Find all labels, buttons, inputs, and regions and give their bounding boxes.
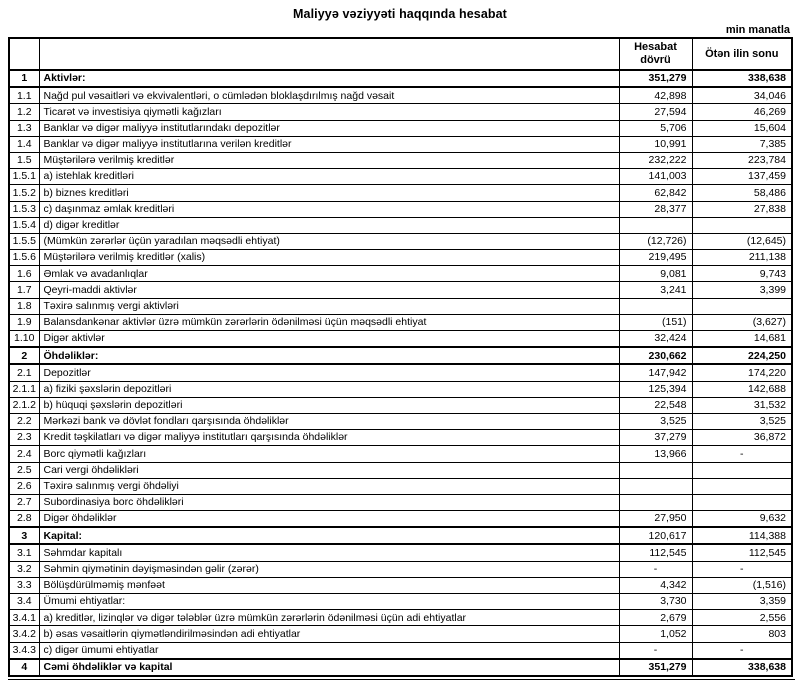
value-previous-cell: 223,784 <box>692 152 792 168</box>
row-number-cell: 1.1 <box>9 87 39 104</box>
row-label-cell: Aktivlər: <box>39 70 619 87</box>
value-current-cell: 351,279 <box>619 70 692 87</box>
value-current-cell: 13,966 <box>619 446 692 462</box>
value-previous-cell: - <box>692 642 792 659</box>
page-title: Maliyyə vəziyyəti haqqında hesabat <box>293 7 507 21</box>
value-previous-cell: 3,359 <box>692 594 792 610</box>
row-number-cell: 1.5.5 <box>9 233 39 249</box>
table-row <box>9 642 792 659</box>
row-label-cell: Kapital: <box>39 527 619 544</box>
value-current-cell: 3,525 <box>619 413 692 429</box>
row-label-cell: Subordinasiya borc öhdəlikləri <box>39 494 619 510</box>
value-current-cell: - <box>619 561 692 577</box>
value-previous-cell: 174,220 <box>692 364 792 381</box>
value-previous-cell: 15,604 <box>692 120 792 136</box>
value-previous-cell: 137,459 <box>692 169 792 185</box>
table-row <box>9 298 792 314</box>
row-number-cell: 2.1 <box>9 364 39 381</box>
value-current-cell: 22,548 <box>619 397 692 413</box>
value-previous-cell: 34,046 <box>692 87 792 104</box>
value-current-cell: 27,950 <box>619 511 692 528</box>
table-row <box>9 136 792 152</box>
row-label-cell: Nağd pul vəsaitləri və ekvivalentləri, o cümlədən bloklaşdırılmış nağd vəsait <box>39 87 619 104</box>
table-row <box>9 527 792 544</box>
table-row <box>9 594 792 610</box>
row-number-cell: 1.2 <box>9 104 39 120</box>
table-row <box>9 250 792 266</box>
unit-note: min manatla <box>725 24 790 36</box>
table-row <box>9 70 792 87</box>
value-previous-cell <box>692 217 792 233</box>
value-current-cell: 37,279 <box>619 430 692 446</box>
row-number-cell: 2.6 <box>9 478 39 494</box>
row-label-cell: Cəmi öhdəliklər və kapital <box>39 659 619 676</box>
table-row <box>9 152 792 168</box>
value-previous-cell: 114,388 <box>692 527 792 544</box>
value-previous-cell: 224,250 <box>692 347 792 364</box>
row-label-cell: Öhdəliklər: <box>39 347 619 364</box>
value-current-cell: 9,081 <box>619 266 692 282</box>
value-previous-cell <box>692 494 792 510</box>
row-number-cell: 2.5 <box>9 462 39 478</box>
value-previous-cell <box>692 478 792 494</box>
table-row <box>9 659 792 676</box>
row-number-cell: 1.5.4 <box>9 217 39 233</box>
table-row <box>9 430 792 446</box>
table-row <box>9 478 792 494</box>
value-previous-cell: 36,872 <box>692 430 792 446</box>
table-row <box>9 331 792 348</box>
row-label-cell: Təxirə salınmış vergi öhdəliyi <box>39 478 619 494</box>
row-label-cell: Mərkəzi bank və dövlət fondları qarşısında öhdəliklər <box>39 413 619 429</box>
row-number-cell: 2 <box>9 347 39 364</box>
value-current-cell: 4,342 <box>619 577 692 593</box>
row-label-cell: Ticarət və investisiya qiymətli kağızları <box>39 104 619 120</box>
value-previous-cell: 14,681 <box>692 331 792 348</box>
row-label-cell: Cari vergi öhdəlikləri <box>39 462 619 478</box>
header-current-period: Hesabat dövrü <box>619 38 692 70</box>
row-label-cell: a) kreditlər, lizinqlər və digər tələblər üzrə mümkün zərərlərin ödənilməsi üçün adi ehtiyatlar <box>39 610 619 626</box>
row-number-cell: 1.10 <box>9 331 39 348</box>
table-row <box>9 201 792 217</box>
value-previous-cell: (12,645) <box>692 233 792 249</box>
value-current-cell: 141,003 <box>619 169 692 185</box>
table-row <box>9 364 792 381</box>
row-number-cell: 2.1.1 <box>9 381 39 397</box>
value-current-cell: - <box>619 642 692 659</box>
value-previous-cell: 142,688 <box>692 381 792 397</box>
row-label-cell: Balansdankənar aktivlər üzrə mümkün zərərlərin ödənilməsi üçün məqsədli ehtiyat <box>39 314 619 330</box>
table-row <box>9 314 792 330</box>
table-row <box>9 347 792 364</box>
value-current-cell: 5,706 <box>619 120 692 136</box>
row-label-cell: a) fiziki şəxslərin depozitləri <box>39 381 619 397</box>
value-previous-cell: 211,138 <box>692 250 792 266</box>
value-previous-cell: 9,743 <box>692 266 792 282</box>
value-previous-cell: - <box>692 561 792 577</box>
value-previous-cell: 3,525 <box>692 413 792 429</box>
row-label-cell: Müştərilərə verilmiş kreditlər (xalis) <box>39 250 619 266</box>
value-previous-cell <box>692 462 792 478</box>
row-number-cell: 3.4.1 <box>9 610 39 626</box>
value-previous-cell: 338,638 <box>692 70 792 87</box>
row-label-cell: Qeyri-maddi aktivlər <box>39 282 619 298</box>
value-current-cell: 10,991 <box>619 136 692 152</box>
table-row <box>9 282 792 298</box>
row-number-cell: 1.5.2 <box>9 185 39 201</box>
table-row <box>9 381 792 397</box>
row-label-cell: b) biznes kreditləri <box>39 185 619 201</box>
row-label-cell: Səhmin qiymətinin dəyişməsindən gəlir (zərər) <box>39 561 619 577</box>
row-number-cell: 1.6 <box>9 266 39 282</box>
table-row <box>9 233 792 249</box>
table-row <box>9 494 792 510</box>
value-current-cell <box>619 462 692 478</box>
row-label-cell: Səhmdar kapitalı <box>39 544 619 561</box>
table-body <box>9 70 792 676</box>
value-current-cell: 28,377 <box>619 201 692 217</box>
financial-position-table <box>8 37 793 677</box>
row-label-cell: Müştərilərə verilmiş kreditlər <box>39 152 619 168</box>
table-row <box>9 185 792 201</box>
row-label-cell: b) hüquqi şəxslərin depozitləri <box>39 397 619 413</box>
table-row <box>9 462 792 478</box>
row-label-cell: Digər aktivlər <box>39 331 619 348</box>
value-previous-cell: 27,838 <box>692 201 792 217</box>
row-number-cell: 3 <box>9 527 39 544</box>
table-row <box>9 104 792 120</box>
table-row <box>9 446 792 462</box>
row-label-cell: b) əsas vəsaitlərin qiymətləndirilməsindən adi ehtiyatlar <box>39 626 619 642</box>
value-previous-cell: (1,516) <box>692 577 792 593</box>
row-label-cell: Təxirə salınmış vergi aktivləri <box>39 298 619 314</box>
row-label-cell: Depozitlər <box>39 364 619 381</box>
row-label-cell: Kredit təşkilatları və digər maliyyə institutları qarşısında öhdəliklər <box>39 430 619 446</box>
value-previous-cell: 338,638 <box>692 659 792 676</box>
table-row <box>9 561 792 577</box>
value-previous-cell: 7,385 <box>692 136 792 152</box>
row-number-cell: 1.5.3 <box>9 201 39 217</box>
header-label-cell <box>39 38 619 70</box>
row-number-cell: 3.4 <box>9 594 39 610</box>
value-current-cell: 42,898 <box>619 87 692 104</box>
row-label-cell: Digər öhdəliklər <box>39 511 619 528</box>
row-number-cell: 1.5 <box>9 152 39 168</box>
row-number-cell: 1.9 <box>9 314 39 330</box>
value-previous-cell: 58,486 <box>692 185 792 201</box>
value-previous-cell: 2,556 <box>692 610 792 626</box>
value-previous-cell <box>692 298 792 314</box>
table-row <box>9 397 792 413</box>
value-current-cell: 62,842 <box>619 185 692 201</box>
value-current-cell: 32,424 <box>619 331 692 348</box>
row-label-cell: Bölüşdürülməmiş mənfəət <box>39 577 619 593</box>
row-number-cell: 2.8 <box>9 511 39 528</box>
table-row <box>9 413 792 429</box>
table-row <box>9 511 792 528</box>
value-current-cell: 2,679 <box>619 610 692 626</box>
value-current-cell: (12,726) <box>619 233 692 249</box>
table-row <box>9 120 792 136</box>
row-number-cell: 1 <box>9 70 39 87</box>
row-label-cell: a) istehlak kreditləri <box>39 169 619 185</box>
row-label-cell: Banklar və digər maliyyə institutlarındakı depozitlər <box>39 120 619 136</box>
row-number-cell: 4 <box>9 659 39 676</box>
value-current-cell: 147,942 <box>619 364 692 381</box>
row-label-cell: c) digər ümumi ehtiyatlar <box>39 642 619 659</box>
row-number-cell: 1.5.6 <box>9 250 39 266</box>
row-number-cell: 3.3 <box>9 577 39 593</box>
row-number-cell: 1.3 <box>9 120 39 136</box>
header-previous-period: Ötən ilin sonu <box>692 38 792 70</box>
table-row <box>9 577 792 593</box>
row-label-cell: Əmlak və avadanlıqlar <box>39 266 619 282</box>
value-current-cell: 1,052 <box>619 626 692 642</box>
table-row <box>9 544 792 561</box>
table-row <box>9 217 792 233</box>
row-number-cell: 3.4.3 <box>9 642 39 659</box>
value-current-cell: 3,730 <box>619 594 692 610</box>
value-current-cell <box>619 494 692 510</box>
row-number-cell: 2.3 <box>9 430 39 446</box>
value-current-cell: 27,594 <box>619 104 692 120</box>
table-row <box>9 266 792 282</box>
value-previous-cell: (3,627) <box>692 314 792 330</box>
row-label-cell: Ümumi ehtiyatlar: <box>39 594 619 610</box>
value-current-cell: 232,222 <box>619 152 692 168</box>
value-current-cell: 219,495 <box>619 250 692 266</box>
value-previous-cell: 31,532 <box>692 397 792 413</box>
value-current-cell: 3,241 <box>619 282 692 298</box>
row-number-cell: 3.4.2 <box>9 626 39 642</box>
value-current-cell: 125,394 <box>619 381 692 397</box>
value-previous-cell: 46,269 <box>692 104 792 120</box>
row-label-cell: Banklar və digər maliyyə institutlarına verilən kreditlər <box>39 136 619 152</box>
row-number-cell: 1.8 <box>9 298 39 314</box>
bottom-double-rule <box>8 679 795 680</box>
value-current-cell: 120,617 <box>619 527 692 544</box>
value-previous-cell: 112,545 <box>692 544 792 561</box>
value-previous-cell: - <box>692 446 792 462</box>
row-label-cell: (Mümkün zərərlər üçün yaradılan məqsədli ehtiyat) <box>39 233 619 249</box>
row-number-cell: 3.1 <box>9 544 39 561</box>
row-label-cell: c) daşınmaz əmlak kreditləri <box>39 201 619 217</box>
row-number-cell: 2.2 <box>9 413 39 429</box>
row-label-cell: Borc qiymətli kağızları <box>39 446 619 462</box>
table-row <box>9 87 792 104</box>
value-previous-cell: 803 <box>692 626 792 642</box>
row-number-cell: 2.4 <box>9 446 39 462</box>
value-current-cell <box>619 298 692 314</box>
value-previous-cell: 3,399 <box>692 282 792 298</box>
value-current-cell: (151) <box>619 314 692 330</box>
row-number-cell: 2.7 <box>9 494 39 510</box>
table-row <box>9 626 792 642</box>
value-current-cell: 112,545 <box>619 544 692 561</box>
row-number-cell: 3.2 <box>9 561 39 577</box>
header-number-cell <box>9 38 39 70</box>
value-current-cell <box>619 478 692 494</box>
value-current-cell <box>619 217 692 233</box>
row-number-cell: 1.4 <box>9 136 39 152</box>
header-row <box>9 38 792 70</box>
value-current-cell: 351,279 <box>619 659 692 676</box>
row-number-cell: 1.7 <box>9 282 39 298</box>
value-previous-cell: 9,632 <box>692 511 792 528</box>
row-label-cell: d) digər kreditlər <box>39 217 619 233</box>
table-row <box>9 169 792 185</box>
row-number-cell: 2.1.2 <box>9 397 39 413</box>
value-current-cell: 230,662 <box>619 347 692 364</box>
table-row <box>9 610 792 626</box>
row-number-cell: 1.5.1 <box>9 169 39 185</box>
